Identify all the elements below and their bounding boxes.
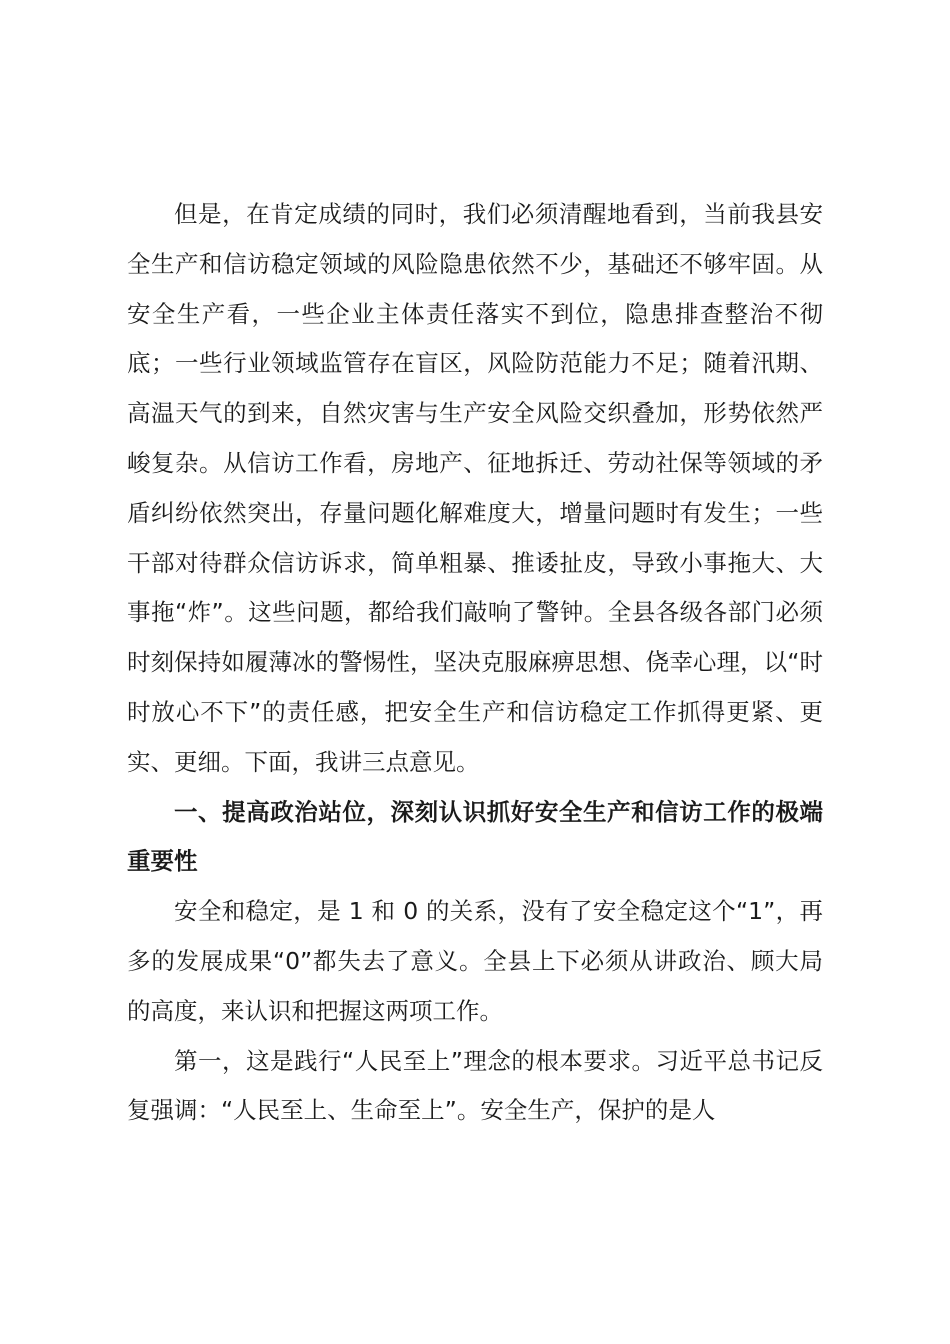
document-page	[127, 190, 823, 1136]
paragraph-first-point: 第一，这是践行“人民至上”理念的根本要求。习近平总书记反复强调：“人民至上、生命至上”。安全生产，保护的是人	[127, 1046, 823, 1125]
paragraph-safety-stability: 安全和稳定，是 1 和 0 的关系，没有了安全稳定这个“1”，再多的发展成果“0”都失去了意义。全县上下必须从讲政治、顾大局的高度，来认识和把握这两项工作。	[127, 897, 823, 1025]
paragraph-risks-overview: 但是，在肯定成绩的同时，我们必须清醒地看到，当前我县安全生产和信访稳定领域的风险隐患依然不少，基础还不够牢固。从安全生产看，一些企业主体责任落实不到位，隐患排查整治不彻底；一些行业领域监管存在盲区，风险防范能力不足；随着汛期、高温天气的到来，自然灾害与生产安全风险交织叠加，形势依然严峻复杂。从信访工作看，房地产、征地拆迁、劳动社保等领域的矛盾纠纷依然突出，存量问题化解难度大，增量问题时有发生；一些干部对待群众信访诉求，简单粗暴、推诿扯皮，导致小事拖大、大事拖“炸”。这些问题，都给我们敲响了警钟。全县各级各部门必须时刻保持如履薄冰的警惕性，坚决克服麻痹思想、侥幸心理，以“时时放心不下”的责任感，把安全生产和信访稳定工作抓得更紧、更实、更细。下面，我讲三点意见。	[127, 200, 823, 776]
section-heading-one: 一、提高政治站位，深刻认识抓好安全生产和信访工作的极端重要性	[127, 797, 823, 876]
